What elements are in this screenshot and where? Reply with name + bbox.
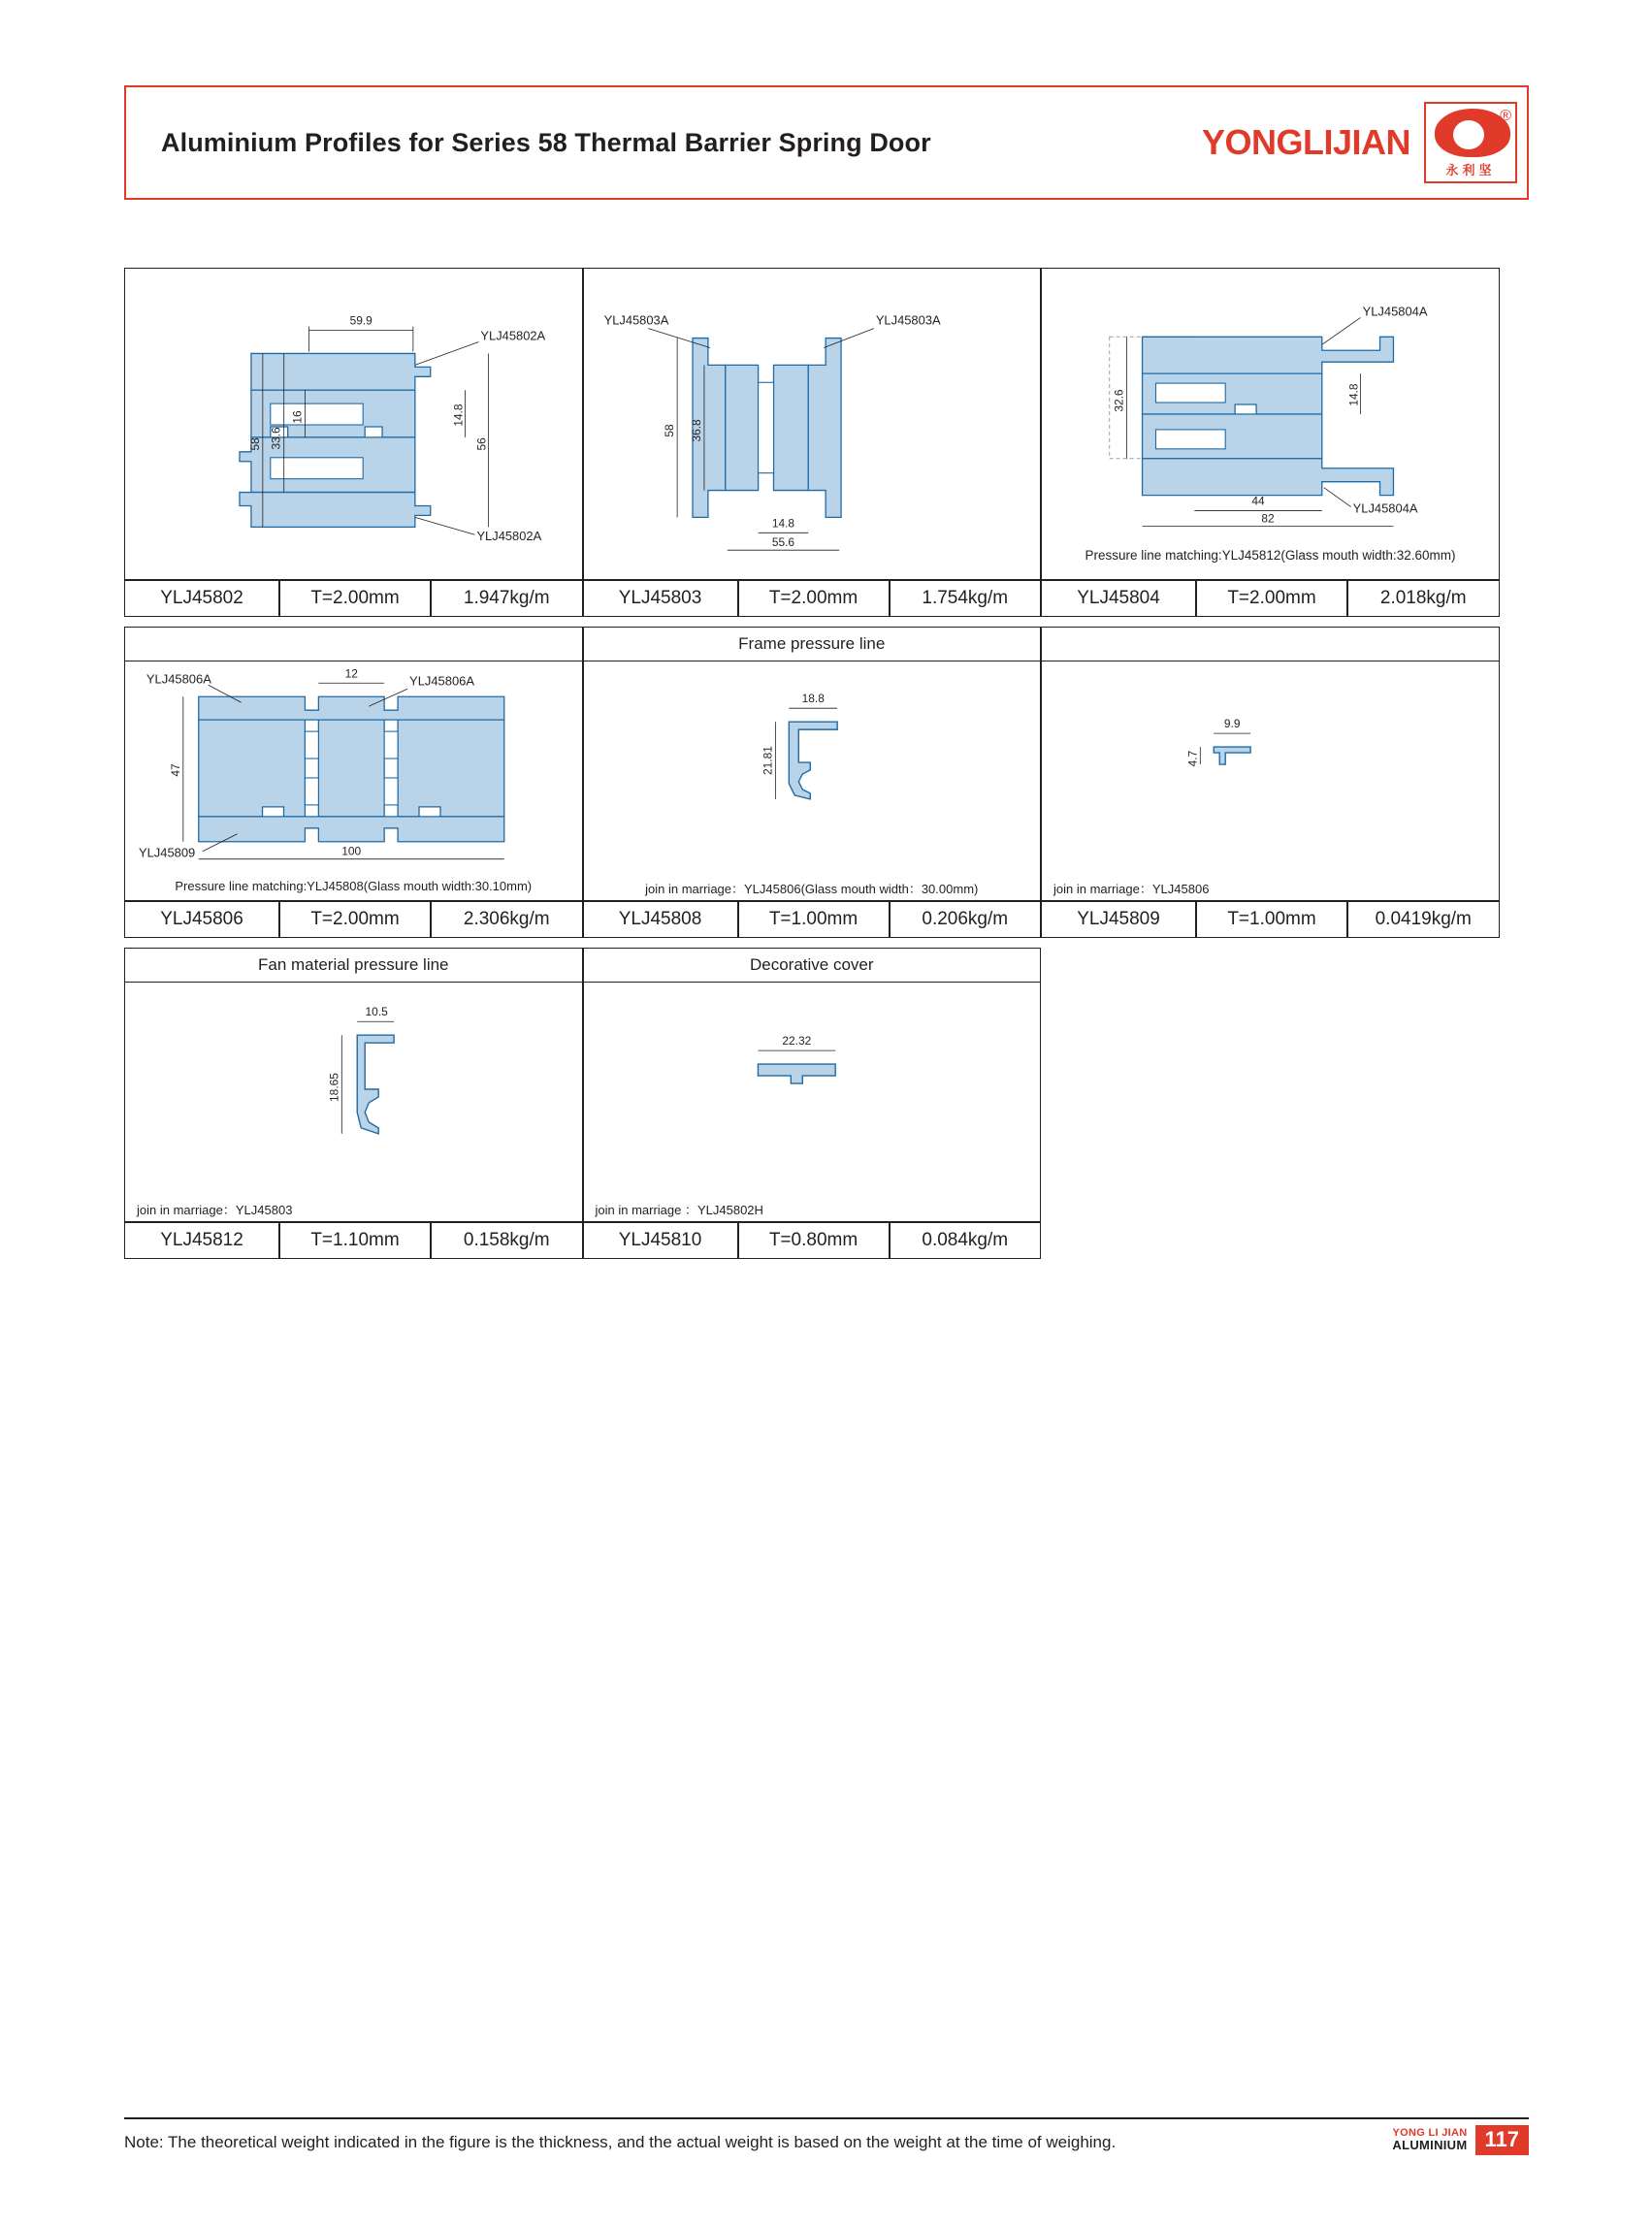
dimension-label: 32.6 bbox=[1112, 389, 1126, 412]
drawing-cell-ylj45806 bbox=[124, 661, 583, 901]
matching-note: join in marriage ：YLJ45802H bbox=[595, 1203, 763, 1217]
profile-thickness: T=0.80mm bbox=[738, 1222, 890, 1259]
dimension-label: 12 bbox=[344, 666, 358, 681]
profile-weight: 0.206kg/m bbox=[890, 901, 1042, 938]
dimension-label: 100 bbox=[341, 844, 362, 858]
dimension-label: 18.65 bbox=[327, 1073, 341, 1102]
section-header-blank-2 bbox=[1041, 627, 1500, 661]
spec-row bbox=[124, 580, 1500, 617]
dimension-label: 47 bbox=[168, 763, 182, 777]
part-label: YLJ45802A bbox=[476, 529, 542, 544]
brand-name-cn: 永利坚 bbox=[1445, 163, 1496, 177]
dimension-label: 9.9 bbox=[1223, 717, 1241, 731]
profile-weight: 1.754kg/m bbox=[890, 580, 1042, 617]
drawing-cell-ylj45802 bbox=[124, 268, 583, 580]
section-header-row-2 bbox=[124, 948, 1500, 983]
section-header-frame-pressure-line: Frame pressure line bbox=[583, 627, 1042, 661]
page-header bbox=[124, 85, 1529, 200]
dimension-label: 14.8 bbox=[451, 403, 466, 427]
profile-drawing-ylj45804 bbox=[1042, 269, 1499, 546]
profile-thickness: T=2.00mm bbox=[1196, 580, 1347, 617]
section-header-blank bbox=[124, 627, 583, 661]
profile-code: YLJ45804 bbox=[1041, 580, 1196, 617]
spec-row bbox=[124, 1222, 1500, 1259]
profile-weight: 0.158kg/m bbox=[431, 1222, 583, 1259]
profile-thickness: T=2.00mm bbox=[738, 580, 890, 617]
dimension-label: 58 bbox=[662, 424, 676, 437]
profile-weight: 0.0419kg/m bbox=[1347, 901, 1500, 938]
profile-drawing-ylj45803 bbox=[584, 269, 1041, 579]
dimension-label: 10.5 bbox=[365, 1005, 388, 1019]
part-label: YLJ45804A bbox=[1352, 500, 1418, 516]
part-label: YLJ45804A bbox=[1362, 304, 1428, 319]
matching-note: join in marriage：YLJ45803 bbox=[137, 1203, 293, 1217]
page-footer bbox=[124, 2117, 1529, 2152]
part-label: YLJ45803A bbox=[875, 312, 941, 328]
section-header-decorative-cover: Decorative cover bbox=[583, 948, 1042, 983]
dimension-label: 33.6 bbox=[269, 427, 283, 450]
profile-drawing-ylj45802 bbox=[125, 269, 582, 579]
dimension-label: 22.32 bbox=[781, 1034, 811, 1048]
profile-table bbox=[124, 268, 1500, 1259]
profile-thickness: T=2.00mm bbox=[279, 580, 431, 617]
part-label: YLJ45809 bbox=[138, 845, 196, 860]
matching-note: join in marriage：YLJ45806(Glass mouth width：30.00mm) bbox=[645, 882, 979, 896]
section-header-fan-material: Fan material pressure line bbox=[124, 948, 583, 983]
dimension-label: 36.8 bbox=[689, 419, 703, 442]
dimension-label: 14.8 bbox=[1346, 383, 1361, 406]
part-label: YLJ45803A bbox=[603, 312, 668, 328]
profile-thickness: T=2.00mm bbox=[279, 901, 431, 938]
profile-code: YLJ45809 bbox=[1041, 901, 1196, 938]
table-row bbox=[124, 661, 1500, 901]
page-number: 117 bbox=[1475, 2125, 1530, 2155]
dimension-label: 58 bbox=[247, 437, 262, 451]
part-label: YLJ45802A bbox=[480, 328, 546, 343]
footer-brand bbox=[1392, 2125, 1529, 2155]
footer-note: Note: The theoretical weight indicated in the figure is the thickness, and the actual weight is based on the weight at the time of weighing. bbox=[124, 2133, 1117, 2151]
dimension-label: 21.81 bbox=[760, 746, 774, 775]
drawing-cell-ylj45809 bbox=[1041, 661, 1500, 901]
profile-code: YLJ45803 bbox=[583, 580, 738, 617]
profile-code: YLJ45812 bbox=[124, 1222, 279, 1259]
profile-drawing-ylj45812 bbox=[125, 983, 582, 1198]
drawing-cell-ylj45812 bbox=[124, 983, 583, 1222]
dimension-label: 4.7 bbox=[1185, 750, 1200, 767]
profile-code: YLJ45808 bbox=[583, 901, 738, 938]
profile-drawing-ylj45809 bbox=[1042, 661, 1499, 877]
profile-weight: 2.018kg/m bbox=[1347, 580, 1500, 617]
part-label: YLJ45806A bbox=[409, 673, 474, 689]
dimension-label: 18.8 bbox=[801, 692, 825, 706]
profile-weight: 1.947kg/m bbox=[431, 580, 583, 617]
dimension-label: 59.9 bbox=[349, 313, 373, 328]
profile-thickness: T=1.10mm bbox=[279, 1222, 431, 1259]
profile-drawing-ylj45810 bbox=[584, 983, 1041, 1198]
dimension-label: 14.8 bbox=[771, 516, 794, 531]
drawing-cell-ylj45808 bbox=[583, 661, 1042, 901]
dimension-label: 82 bbox=[1261, 511, 1275, 526]
drawing-cell-ylj45810 bbox=[583, 983, 1042, 1222]
matching-note: join in marriage：YLJ45806 bbox=[1053, 882, 1210, 896]
profile-thickness: T=1.00mm bbox=[738, 901, 890, 938]
dimension-label: 44 bbox=[1251, 494, 1265, 508]
section-header-row bbox=[124, 627, 1500, 661]
table-row bbox=[124, 983, 1500, 1222]
profile-code: YLJ45806 bbox=[124, 901, 279, 938]
page-title: Aluminium Profiles for Series 58 Thermal Barrier Spring Door bbox=[161, 127, 931, 157]
registered-icon: ® bbox=[1500, 108, 1511, 124]
footer-brand-line1: YONG LI JIAN bbox=[1392, 2126, 1468, 2139]
profile-code: YLJ45810 bbox=[583, 1222, 738, 1259]
dimension-label: 16 bbox=[290, 410, 305, 424]
matching-note: Pressure line matching:YLJ45808(Glass mouth width:30.10mm) bbox=[175, 879, 533, 893]
dimension-label: 55.6 bbox=[771, 535, 794, 550]
profile-drawing-ylj45808 bbox=[584, 661, 1041, 877]
profile-weight: 0.084kg/m bbox=[890, 1222, 1042, 1259]
table-row bbox=[124, 268, 1500, 580]
dimension-label: 56 bbox=[474, 437, 489, 451]
profile-drawing-ylj45806 bbox=[125, 661, 582, 877]
drawing-cell-ylj45804 bbox=[1041, 268, 1500, 580]
brand-logo bbox=[1202, 102, 1517, 183]
profile-thickness: T=1.00mm bbox=[1196, 901, 1347, 938]
spec-row bbox=[124, 901, 1500, 938]
profile-code: YLJ45802 bbox=[124, 580, 279, 617]
profile-weight: 2.306kg/m bbox=[431, 901, 583, 938]
brand-name: YONGLIJIAN bbox=[1201, 122, 1410, 162]
part-label: YLJ45806A bbox=[146, 671, 211, 687]
footer-brand-line2: ALUMINIUM bbox=[1392, 2138, 1468, 2153]
drawing-cell-ylj45803 bbox=[583, 268, 1042, 580]
matching-note: Pressure line matching:YLJ45812(Glass mouth width:32.60mm) bbox=[1085, 548, 1456, 563]
